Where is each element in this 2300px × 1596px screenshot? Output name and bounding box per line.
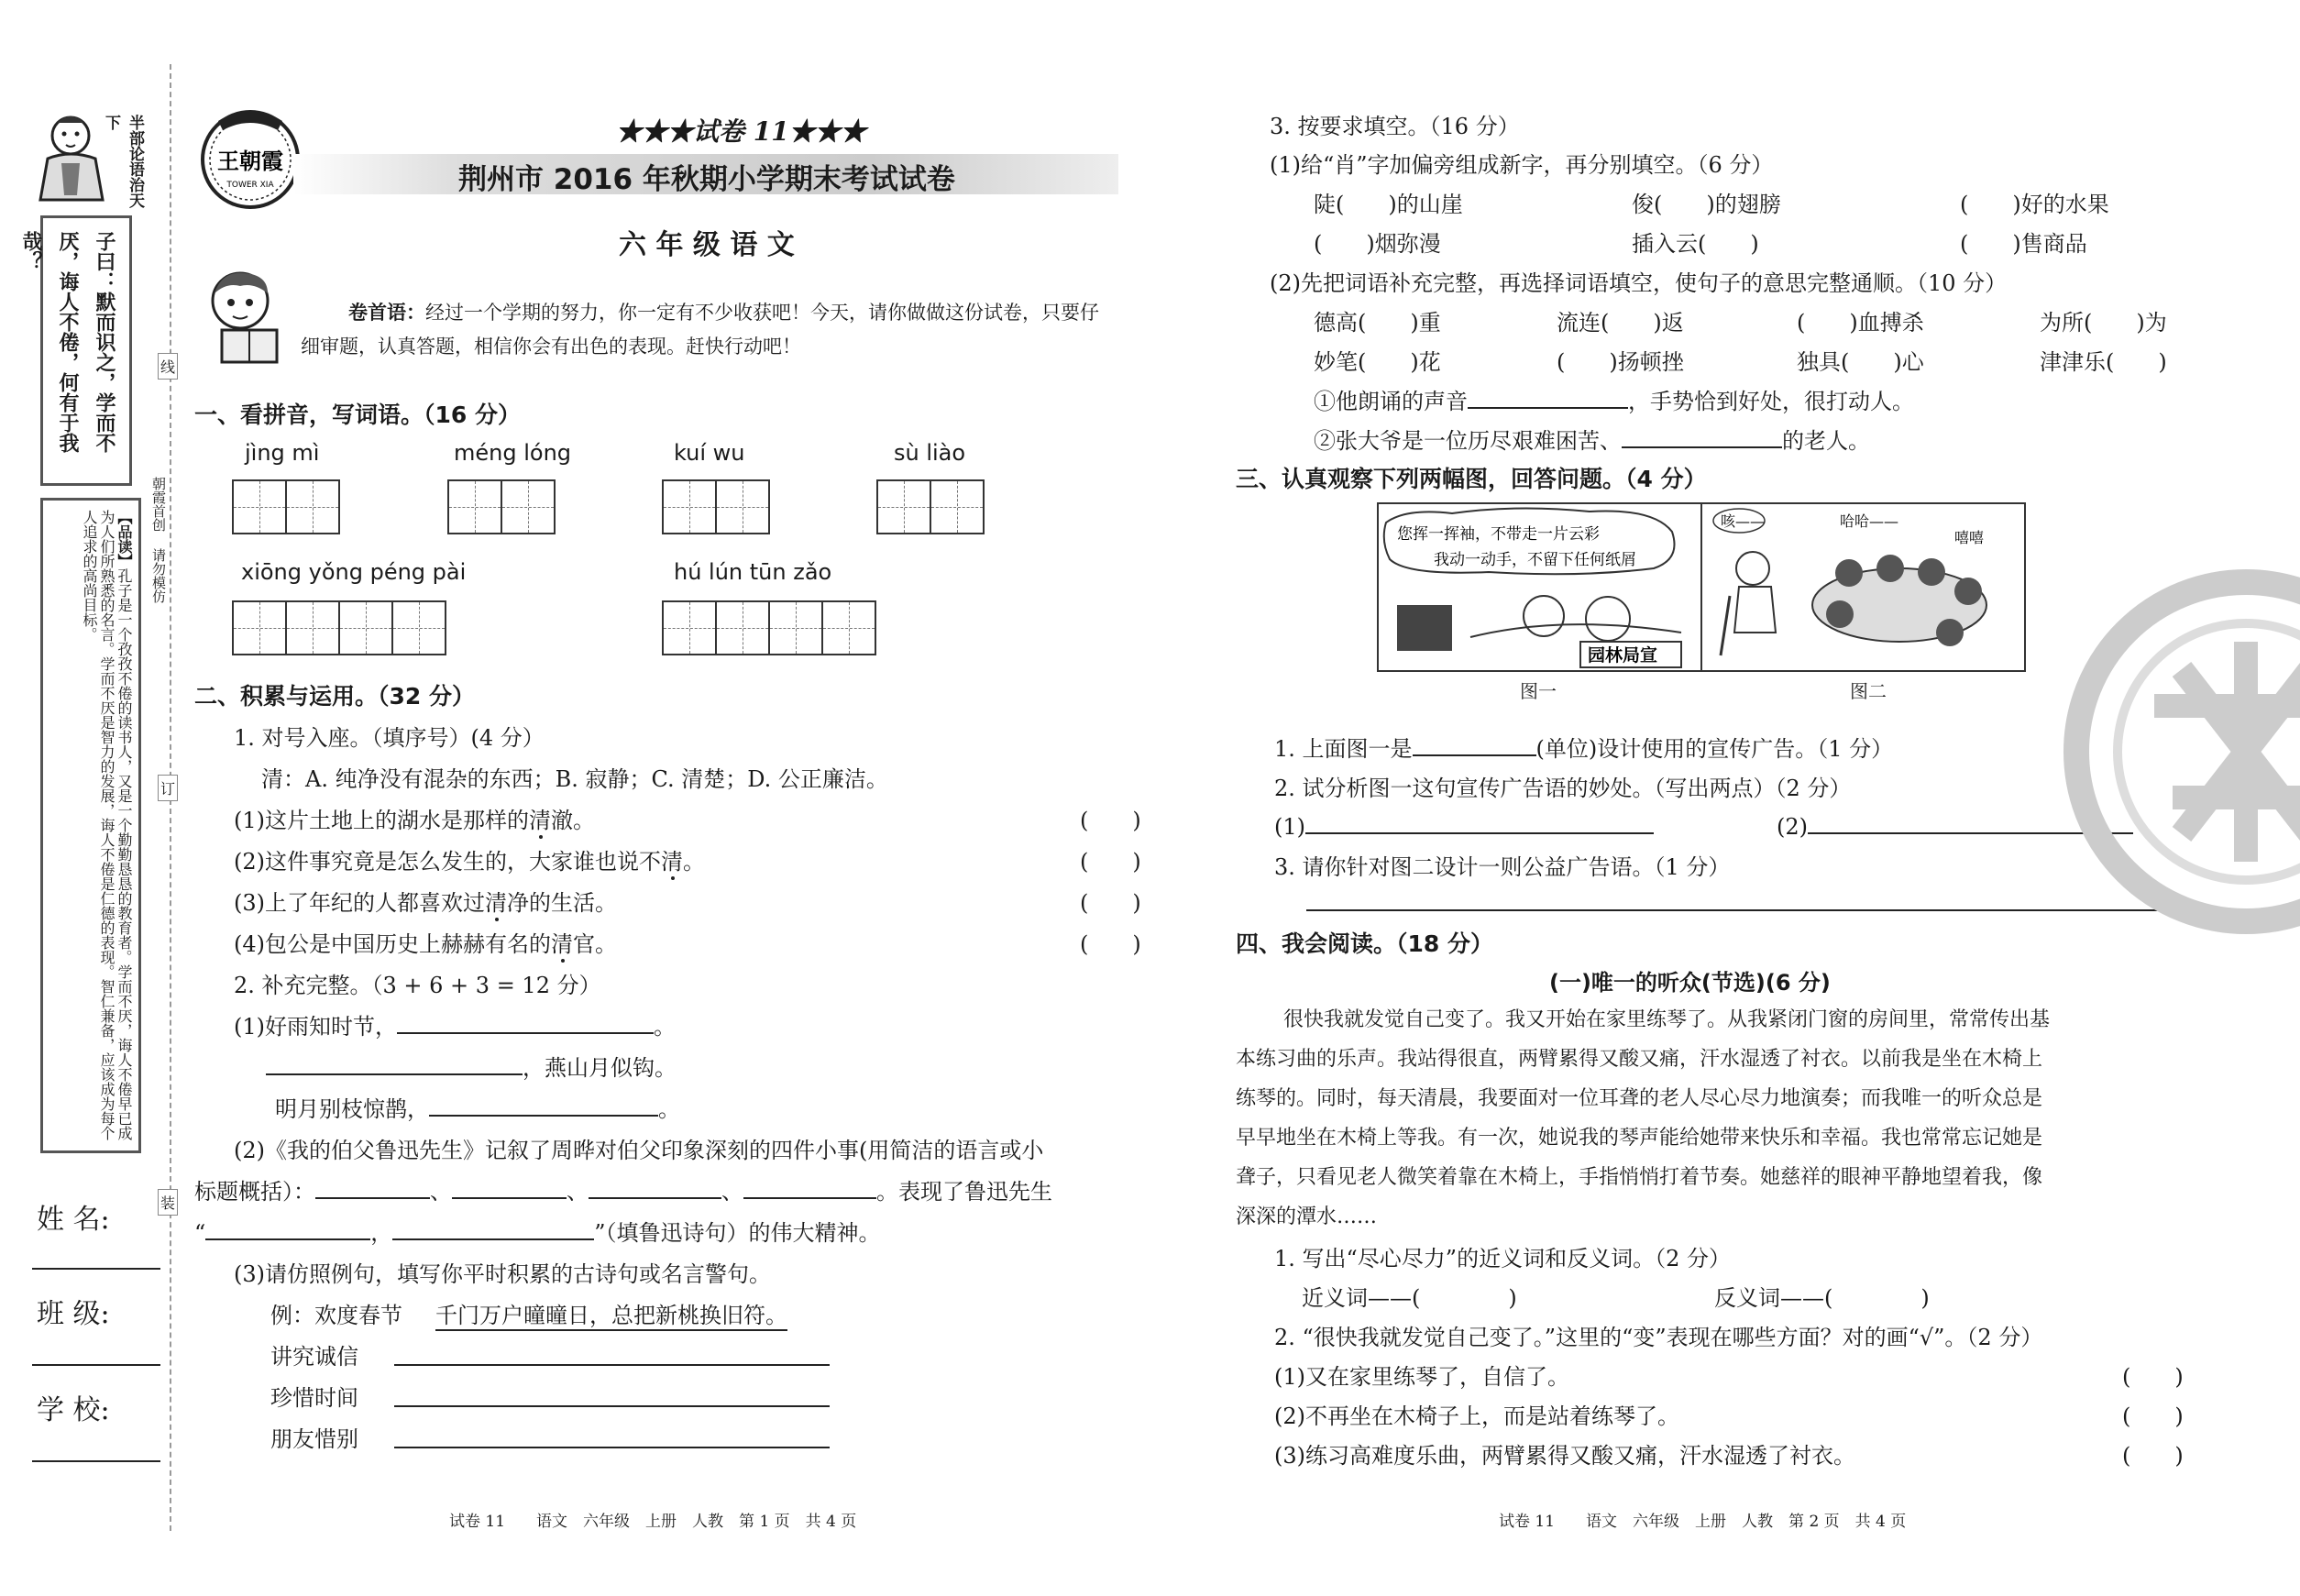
section4-heading: 四、我会阅读。（18 分） bbox=[1236, 930, 1493, 957]
q1-options: 清：A. 纯净没有混杂的东西；B. 寂静；C. 清楚；D. 公正廉洁。 bbox=[261, 766, 888, 792]
blank[interactable] bbox=[397, 1009, 654, 1034]
char-grid-1[interactable] bbox=[234, 479, 340, 534]
q3-2-r2-d: 津津乐( ) bbox=[2040, 349, 2167, 375]
char-grid-4[interactable] bbox=[878, 479, 985, 534]
exam-title: 荆州市 2016 年秋期小学期末考试试卷 bbox=[458, 163, 955, 196]
q2-title: 2. 补充完整。（3 + 6 + 3 = 12 分） bbox=[234, 973, 601, 998]
blank[interactable] bbox=[452, 1174, 567, 1199]
logo-emblem-icon bbox=[191, 103, 310, 213]
q3-2-title: (2)先把词语补充完整，再选择词语填空，使句子的意思完整通顺。（10 分） bbox=[1270, 270, 2008, 296]
footer-left: 试卷 11 语文 六年级 上册 人教 第 1 页 共 4 页 bbox=[449, 1513, 857, 1531]
pic2-text2: 哈哈—— bbox=[1840, 512, 1899, 530]
logo-text: 王朝霞 bbox=[217, 148, 283, 174]
q2-2-line-b: 标题概括）： 、 、 、 。表现了鲁迅先生 bbox=[194, 1173, 1052, 1205]
pinyin-2: méng lóng bbox=[454, 440, 572, 466]
blank[interactable] bbox=[429, 1092, 658, 1117]
s3-q2-1: (1) bbox=[1274, 809, 1654, 840]
r-q2-item-2: (2)不再坐在木椅子上，而是站着练琴了。 bbox=[1274, 1403, 1679, 1429]
s3-q2: 2. 试分析图一这句宣传广告语的妙处。（写出两点）（2 分） bbox=[1274, 776, 1852, 801]
sidebar-motto: 半部论语治天下 bbox=[102, 115, 144, 208]
pinyin-4: sù liào bbox=[894, 440, 966, 466]
passage-line-2: 本练习曲的乐声。我站得很直，两臂累得又酸又痛，汗水湿透了衬衣。以前我是坐在木椅上 bbox=[1236, 1048, 2043, 1071]
pic1-text1: 您挥一挥袖，不带走一片云彩 bbox=[1397, 525, 1600, 544]
pic2-text1: 咳—— bbox=[1721, 512, 1766, 530]
pindu-box bbox=[40, 498, 141, 1153]
q1-paren-2[interactable]: ( ) bbox=[1080, 849, 1141, 875]
blank[interactable] bbox=[205, 1216, 370, 1240]
q3-1-r1-b: 俊( )的翅膀 bbox=[1632, 192, 1781, 217]
pinyin-5: xiōng yǒng péng pài bbox=[241, 559, 467, 585]
topic-1-blank[interactable] bbox=[394, 1364, 830, 1366]
r-q2-paren-1[interactable]: ( ) bbox=[2122, 1364, 2184, 1390]
section1-heading: 一、看拼音，写词语。（16 分） bbox=[194, 402, 521, 428]
r-q1: 1. 写出“尽心尽力”的近义词和反义词。（2 分） bbox=[1274, 1246, 1731, 1271]
passage-line-4: 早早地坐在木椅上等我。有一次，她说我的琴声能给她带来快乐和幸福。我也常常忘记她是 bbox=[1236, 1127, 2043, 1150]
q3-2-r1-a: 德高( )重 bbox=[1314, 310, 1441, 336]
school-label: 学 校: bbox=[37, 1394, 110, 1426]
intro-line-1 bbox=[348, 298, 1099, 325]
name-field[interactable] bbox=[32, 1268, 160, 1270]
q3-2-sentence-1: ①他朗诵的声音 ，手势恰到好处，很打动人。 bbox=[1314, 383, 1914, 415]
char-grid-3[interactable] bbox=[664, 479, 770, 534]
pic2-text3: 嘻嘻 bbox=[1954, 529, 1985, 546]
passage-line-6: 深深的潭水…… bbox=[1236, 1205, 1378, 1228]
section3-heading: 三、认真观察下列两幅图，回答问题。（4 分） bbox=[1236, 466, 1707, 492]
name-label: 姓 名: bbox=[37, 1204, 110, 1236]
passage-line-3: 练琴的。同时，每天清晨，我要面对一位耳聋的老人尽心尽力地演奏；而我唯一的听众总是 bbox=[1236, 1087, 2043, 1110]
q3-2-r2-a: 妙笔( )花 bbox=[1314, 349, 1441, 375]
char-grid-2[interactable] bbox=[449, 479, 556, 534]
s3-q2-2: (2) bbox=[1777, 809, 2133, 840]
q1-paren-4[interactable]: ( ) bbox=[1080, 931, 1141, 957]
r-q2: 2. “很快我就发觉自己变了。”这里的“变”表现在哪些方面？对的画“√”。（2 分） bbox=[1274, 1325, 2043, 1350]
fold-mark-3: 装 bbox=[158, 1189, 178, 1216]
q3-2-r2-b: ( )扬顿挫 bbox=[1557, 349, 1684, 375]
intro-line-2: 细审题，认真答题，相信你会有出色的表现。赶快行动吧！ bbox=[301, 336, 801, 358]
topic-3-blank[interactable] bbox=[394, 1447, 830, 1448]
fold-mark-2: 订 bbox=[158, 775, 178, 801]
blank[interactable] bbox=[743, 1174, 876, 1199]
q1-paren-1[interactable]: ( ) bbox=[1080, 808, 1141, 833]
example-text: 千门万户曈曈日，总把新桃换旧符。 bbox=[435, 1297, 787, 1331]
topic-2: 珍惜时间 bbox=[270, 1385, 358, 1411]
class-field[interactable] bbox=[32, 1364, 160, 1366]
r-q1-ant[interactable]: 反义词——( ) bbox=[1714, 1285, 1930, 1311]
q3-1-r2-a: ( )烟弥漫 bbox=[1314, 231, 1441, 257]
q3-1-r2-b: 插入云( ) bbox=[1632, 231, 1759, 257]
q3-2-sentence-2: ②张大爷是一位历尽艰难困苦、 的老人。 bbox=[1314, 423, 1870, 455]
pindu-body: 孔子是一个孜孜不倦的读书人，又是一个勤勤恳恳的教育者。学而不厌，诲人不倦早已成为人们所熟悉的名言。学而不厌是智力的发展，诲人不倦是仁德的表现。智仁兼备，应该成为每个人追求的高尚目标。 bbox=[81, 510, 133, 1140]
r-q2-paren-2[interactable]: ( ) bbox=[2122, 1403, 2184, 1429]
q3-1-r1-c: ( )好的水果 bbox=[1960, 192, 2109, 217]
q2-2-line-a: (2)《我的伯父鲁迅先生》记叙了周晔对伯父印象深刻的四件小事(用简洁的语言或小 bbox=[234, 1138, 1044, 1163]
r-q2-item-1: (1)又在家里练琴了，自信了。 bbox=[1274, 1364, 1569, 1390]
q2-1-line-b: ，燕山月似钩。 bbox=[266, 1050, 677, 1082]
footer-right: 试卷 11 语文 六年级 上册 人教 第 2 页 共 4 页 bbox=[1499, 1513, 1907, 1531]
q3-2-r2-c: 独具( )心 bbox=[1797, 349, 1924, 375]
char-grid-6[interactable] bbox=[664, 600, 876, 655]
q3-1-title: (1)给“肖”字加偏旁组成新字，再分别填空。（6 分） bbox=[1270, 152, 1774, 178]
q1-paren-3[interactable]: ( ) bbox=[1080, 890, 1141, 916]
figure-1 bbox=[1377, 502, 1702, 672]
r-q2-paren-3[interactable]: ( ) bbox=[2122, 1443, 2184, 1469]
subject-title: 六 年 级 语 文 bbox=[619, 229, 795, 261]
passage-line-1: 很快我就发觉自己变了。我又开始在家里练琴了。从我紧闭门窗的房间里，常常传出基 bbox=[1283, 1008, 2051, 1031]
pindu-label: 【品读】 bbox=[116, 510, 133, 568]
q2-1-line-a: (1)好雨知时节， 。 bbox=[234, 1008, 676, 1040]
q1-item-3: (3)上了年纪的人都喜欢过清净的生活。 bbox=[234, 890, 617, 916]
blank[interactable] bbox=[266, 1051, 523, 1075]
q1-item-4: (4)包公是中国历史上赫赫有名的清官。 bbox=[234, 931, 617, 957]
boy-reading-icon bbox=[194, 266, 291, 367]
logo-sub: TOWER XIA bbox=[226, 181, 274, 190]
section2-heading: 二、积累与运用。（32 分） bbox=[194, 683, 475, 710]
fold-mark-1: 线 bbox=[158, 353, 178, 380]
r-q1-syn[interactable]: 近义词——( ) bbox=[1302, 1285, 1517, 1311]
pinyin-3: kuí wu bbox=[674, 440, 745, 466]
figure-2-caption: 图二 bbox=[1850, 680, 1887, 702]
q2-2-line-c: “ ， ”（填鲁迅诗句）的伟大精神。 bbox=[194, 1215, 881, 1247]
q3-title: 3. 按要求填空。（16 分） bbox=[1270, 114, 1520, 139]
example-label: 例：欢度春节 bbox=[270, 1303, 402, 1328]
char-grid-5[interactable] bbox=[234, 600, 446, 655]
figure-2 bbox=[1700, 502, 2026, 672]
pic1-text2: 我动一动手，不留下任何纸屑 bbox=[1434, 551, 1636, 569]
q3-2-r1-c: ( )血搏杀 bbox=[1797, 310, 1924, 336]
intro-label: 卷首语： bbox=[348, 301, 425, 324]
quote-box bbox=[19, 215, 132, 486]
q3-2-r1-b: 流连( )返 bbox=[1557, 310, 1684, 336]
topic-2-blank[interactable] bbox=[394, 1405, 830, 1407]
blank[interactable] bbox=[315, 1174, 430, 1199]
seal-watermark-icon bbox=[2063, 568, 2300, 935]
pindu-text bbox=[81, 510, 133, 1142]
blank[interactable] bbox=[392, 1216, 594, 1240]
q2-1-line-c: 明月别枝惊鹊， 。 bbox=[275, 1091, 680, 1123]
exam-number: ★★★试卷 11★★★ bbox=[616, 116, 866, 147]
r-q2-item-3: (3)练习高难度乐曲，两臂累得又酸又痛，汗水湿透了衬衣。 bbox=[1274, 1443, 1855, 1469]
intro-text-1: 经过一个学期的努力，你一定有不少收获吧！今天，请你做做这份试卷，只要仔 bbox=[425, 302, 1099, 324]
class-label: 班 级: bbox=[37, 1298, 110, 1330]
pic1-sign: 园林局宣 bbox=[1588, 645, 1658, 666]
confucius-quote: 子曰：默而识之，学而不厌，诲人不倦，何有于我哉？ bbox=[19, 231, 116, 453]
school-field[interactable] bbox=[32, 1460, 160, 1462]
reading-title: (一)唯一的听众(节选)(6 分) bbox=[1549, 970, 1831, 996]
blank[interactable] bbox=[1468, 384, 1628, 409]
pinyin-1: jìng mì bbox=[245, 440, 320, 466]
q3-2-r1-d: 为所( )为 bbox=[2040, 310, 2167, 336]
blank[interactable] bbox=[589, 1174, 721, 1199]
blank[interactable] bbox=[1622, 424, 1782, 448]
q1-item-1: (1)这片土地上的湖水是那样的清澈。 bbox=[234, 808, 595, 833]
topic-3: 朋友惜别 bbox=[270, 1426, 358, 1452]
pinyin-6: hú lún tūn zǎo bbox=[674, 559, 832, 585]
q1-item-2: (2)这件事究竟是怎么发生的，大家谁也说不清。 bbox=[234, 849, 705, 875]
blank[interactable] bbox=[1305, 809, 1654, 834]
figure-1-caption: 图一 bbox=[1520, 680, 1557, 702]
q1-title: 1. 对号入座。（填序号）(4 分） bbox=[234, 725, 545, 751]
side-note: 朝霞首创 请勿模仿 bbox=[150, 477, 167, 603]
q3-1-r1-a: 陡( )的山崖 bbox=[1314, 192, 1463, 217]
blank[interactable] bbox=[1413, 732, 1536, 756]
q2-3-title: (3)请仿照例句，填写你平时积累的古诗句或名言警句。 bbox=[234, 1261, 771, 1287]
s3-q1: 1. 上面图一是 (单位)设计使用的宣传广告。（1 分） bbox=[1274, 731, 1893, 763]
topic-1: 讲究诚信 bbox=[270, 1344, 358, 1370]
q3-1-r2-c: ( )售商品 bbox=[1960, 231, 2087, 257]
passage-line-5: 聋子，只看见老人微笑着靠在木椅上，手指悄悄打着节奏。她慈祥的眼神平静地望着我，像 bbox=[1236, 1166, 2043, 1189]
s3-q3: 3. 请你针对图二设计一则公益广告语。（1 分） bbox=[1274, 854, 1731, 880]
